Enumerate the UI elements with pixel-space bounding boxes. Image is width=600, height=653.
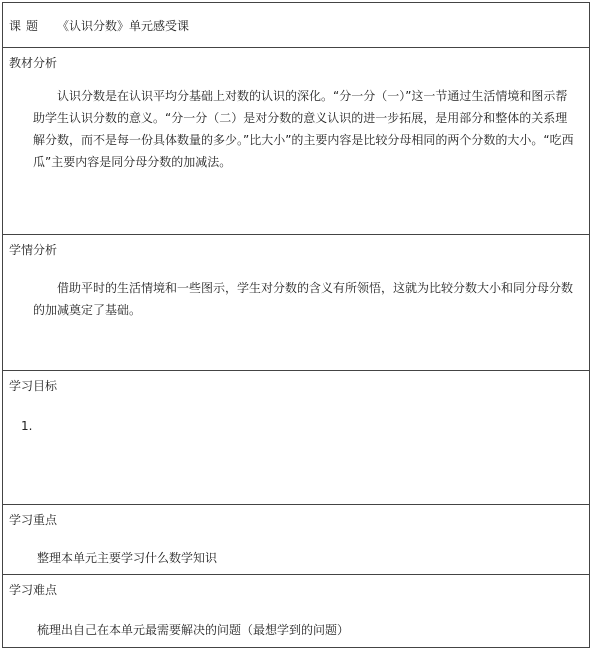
- textbook-analysis-heading: 教材分析: [9, 56, 58, 70]
- difficulties-section: [3, 575, 589, 649]
- learning-objectives-heading: 学习目标: [9, 379, 58, 393]
- learner-analysis-section: [3, 235, 589, 371]
- title-row-content: [9, 19, 189, 33]
- key-points-section: [3, 505, 589, 575]
- learner-analysis-text: 借助平时的生活情境和一些图示，学生对分数的含义有所领悟，这就为比较分数大小和同分母分数的加减奠定了基础。: [33, 281, 574, 317]
- difficulties-heading: 学习难点: [9, 583, 58, 597]
- textbook-analysis-section: [3, 48, 589, 235]
- title-label: 课题: [9, 19, 44, 33]
- learner-analysis-heading: 学情分析: [9, 243, 58, 257]
- key-points-text: 整理本单元主要学习什么数学知识: [37, 551, 218, 565]
- title-row: [3, 3, 589, 48]
- key-points-heading: 学习重点: [9, 513, 58, 527]
- difficulties-text: 梳理出自己在本单元最需要解决的问题（最想学到的问题）: [37, 623, 350, 637]
- learning-objectives-section: [3, 371, 589, 505]
- textbook-analysis-text: 认识分数是在认识平均分基础上对数的认识的深化。“分一分（一）”这一节通过生活情境和图示帮助学生认识分数的意义。“分一分（二）是对分数的意义认识的进一步拓展，是用部分和整体的关系理解分数，而不是每一份具体数量的多少。”比大小”的主要内容是比较分母相同的两个分数的大小。“吃西瓜”主要内容是同分母分数的加减法。: [33, 89, 574, 169]
- objective-item-1: 1.: [21, 419, 33, 433]
- lesson-plan-table: [2, 2, 590, 648]
- lesson-title: 《认识分数》单元感受课: [57, 19, 190, 33]
